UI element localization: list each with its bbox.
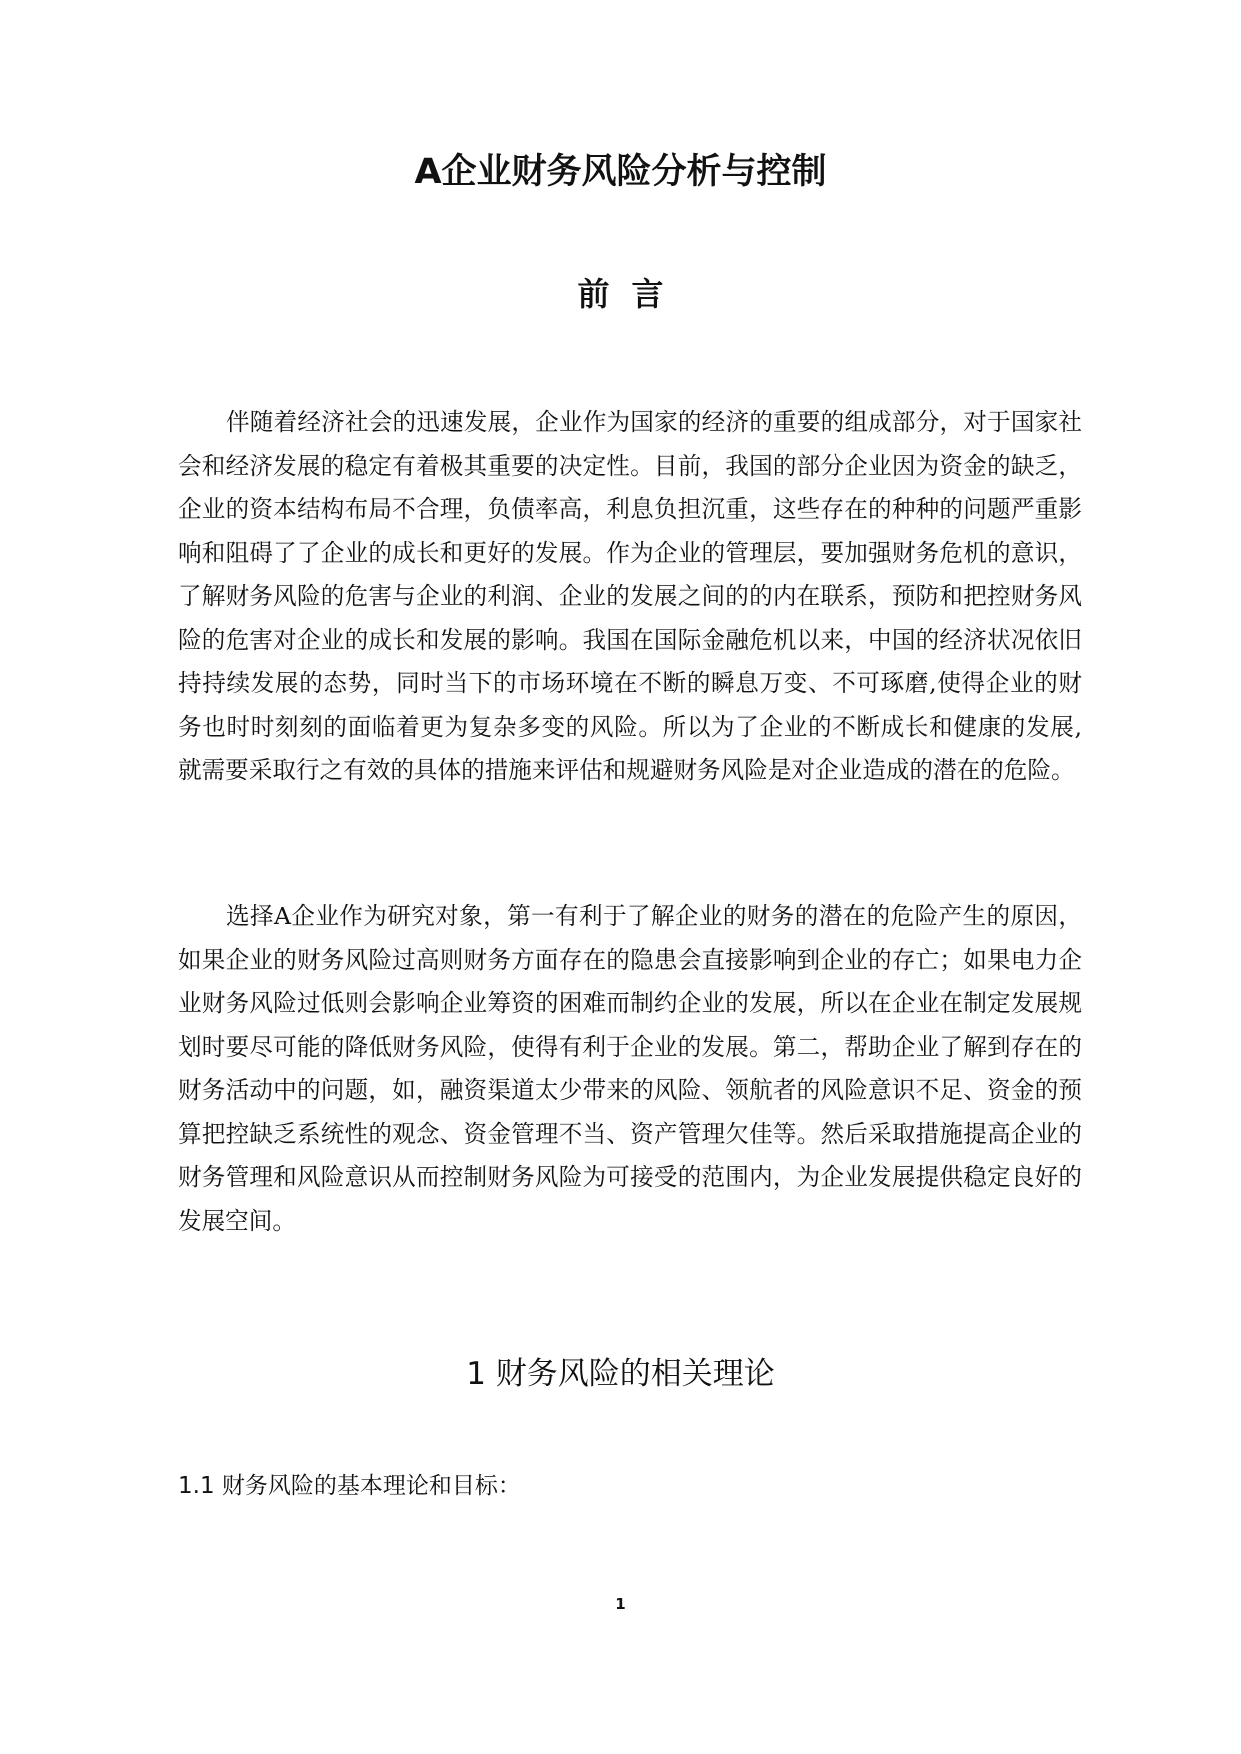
- subsection-heading: 1.1 财务风险的基本理论和目标：: [178, 1473, 521, 1499]
- document-title: A企业财务风险分析与控制: [414, 152, 827, 192]
- preface-heading: 前言: [577, 275, 686, 313]
- preface-paragraph-2: 选择A企业作为研究对象，第一有利于了解企业的财务的潜在的危险产生的原因，如果企业的财务风险过高则财务方面存在的隐患会直接影响到企业的存亡；如果电力企业财务风险过低则会影响企业筹资的困难而制约企业的发展，所以在企业在制定发展规划时要尽可能的降低财务风险，使得有利于企业的发展。第二，帮助企业了解到存在的财务活动中的问题，如，融资渠道太少带来的风险、领航者的风险意识不足、资金的预算把控缺乏系统性的观念、资金管理不当、资产管理欠佳等。然后采取措施提高企业的财务管理和风险意识从而控制财务风险为可接受的范围内，为企业发展提供稳定良好的发展空间。: [178, 902, 1082, 1235]
- page-number: 1: [615, 1595, 626, 1613]
- preface-paragraph-1: 伴随着经济社会的迅速发展，企业作为国家的经济的重要的组成部分，对于国家社会和经济发展的稳定有着极其重要的决定性。目前，我国的部分企业因为资金的缺乏，企业的资本结构布局不合理，负债率高，利息负担沉重，这些存在的种种的问题严重影响和阻碍了了企业的成长和更好的发展。作为企业的管理层，要加强财务危机的意识，了解财务风险的危害与企业的利润、企业的发展之间的的内在联系，预防和把控财务风险的危害对企业的成长和发展的影响。我国在国际金融危机以来，中国的经济状况依旧持持续发展的态势，同时当下的市场环境在不断的瞬息万变、不可琢磨,使得企业的财务也时时刻刻的面临着更为复杂多变的风险。所以为了企业的不断成长和健康的发展,就需要采取行之有效的具体的措施来评估和规避财务风险是对企业造成的潜在的危险。: [178, 408, 1082, 784]
- section-heading: 1 财务风险的相关理论: [466, 1356, 775, 1392]
